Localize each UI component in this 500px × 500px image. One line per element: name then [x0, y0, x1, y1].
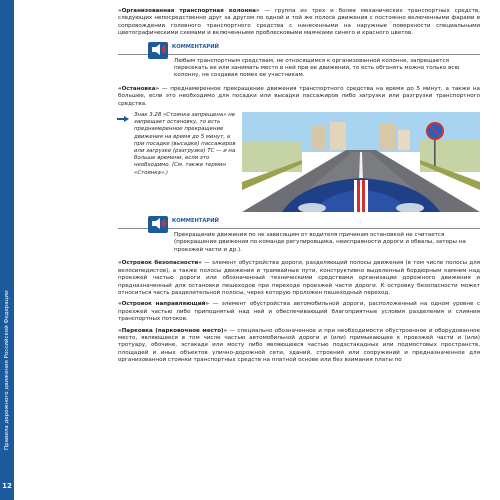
- comment-label: КОММЕНТАРИЙ: [172, 218, 219, 225]
- figure-caption-text: Знак 3.28 «Стоянка запрещена» не запрещает остановку, то есть преднамеренное прекращение движения на время до 5 минут, а при посадке (высадке) пассажиров или загрузке (разгрузке) ТС — и на больше времени, если это необходимо. (См. также термин «Стоянка».): [134, 112, 236, 176]
- sidebar-title: Правила дорожного движения Российской Федерации: [4, 290, 10, 450]
- term: «Организованная транспортная колонна»: [118, 8, 260, 14]
- definition-guide-island: [118, 301, 480, 323]
- term: «Островок направляющий»: [118, 301, 210, 308]
- definition-text: — специально обозначенное и при необходимости обустроенное и оборудованное место, являющееся в том числе частью автомобильной дороги и (или) примыкающее к проезжей части и (или) тротуару, обочине, эстакаде или мосту либо являющееся частью подэстакадных или подмостовых пространств, площадей и иных объектов улично-дорожной сети, зданий, строений или сооружений и предназначенное для организованной стоянки транспортных средств на платной основе или без взимания платы по: [118, 327, 480, 364]
- page-number: 12: [2, 482, 12, 490]
- term: «Остановка»: [118, 85, 160, 92]
- definition-stop: [118, 86, 480, 108]
- definition-text: — элемент обустройства дороги, разделяющий полосы движения (в том числе полосы для велосипедистов), а также полосы движения и трамвайные пути, конструктивно выделенный бордюрным камнем над проезжей частью дороги или обозначенный техническими средствами организации дорожного движения и предназначенный для остановки пешеходов при переходе проезжей части дороги. К островку безопасности может относиться часть разделительной полосы, через которую проложен пешеходный переход.: [118, 260, 481, 296]
- definition-safety-island: [118, 260, 480, 297]
- speaker-icon: [148, 216, 168, 233]
- comment-text: Любым транспортным средствам, не относящимся к организованной колонне, запрещается пересекать ее или занимать место в ней при ее движении, то есть обгонять можно только всю колонну, не создавая помех ее участникам.: [174, 57, 460, 79]
- comment-block: [118, 216, 480, 254]
- term: «Парковка (парковочное место)»: [118, 327, 228, 334]
- road-illustration: [242, 112, 480, 212]
- pointing-hand-icon: [116, 112, 130, 126]
- speaker-icon: [148, 42, 168, 59]
- definition-text: — элемент обустройства автомобильной дороги, расположенный на одном уровне с проезжей частью либо приподнятый над ней и обеспечивающий благоприятные условия разделения и слияния транспортных потоков.: [118, 301, 480, 323]
- definition-text: — преднамеренное прекращение движения транспортного средства на время до 5 минут, а также на большее, если это необходимо для посадки или высадки пассажиров либо загрузки или разгрузки транспортного средства.: [118, 85, 480, 107]
- term: «Островок безопасности»: [118, 260, 202, 267]
- comment-header: [118, 216, 480, 229]
- page-content: [118, 8, 480, 369]
- figure-row: [118, 112, 480, 212]
- comment-text: Прекращение движения по не зависящим от водителя причинам остановкой не считается (прекращение движения по команде регулировщика, неисправности дороги и обвалы, заторы на проезжей части и др.).: [174, 232, 466, 253]
- figure-caption: [118, 112, 238, 177]
- sidebar: [0, 0, 14, 500]
- comment-block: [118, 42, 480, 80]
- definition-organized-column: [118, 8, 480, 38]
- definition-text: — группа из трех и более механических транспортных средств, следующих непосредственно друг за другом по одной и той же полосе движения с постоянно включенными фарами в сопровождении головного транспортного средства с нанесенными на наружные поверхности специальными цветографическими схемами и включенными проблесковыми маячками синего и красного цветов.: [118, 8, 480, 37]
- comment-label: КОММЕНТАРИЙ: [172, 43, 219, 50]
- definition-parking: [118, 328, 480, 365]
- comment-header: [118, 42, 480, 55]
